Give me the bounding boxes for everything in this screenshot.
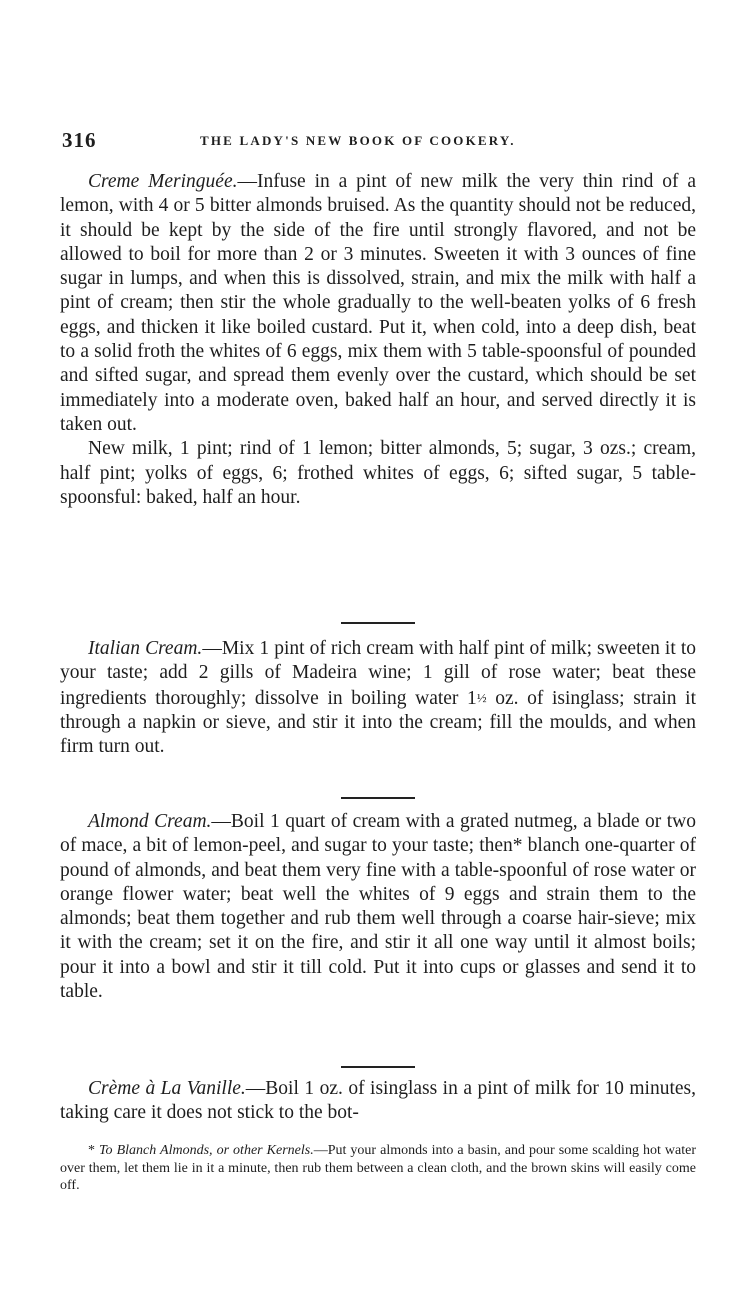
recipe-text: —Boil 1 oz. of isinglass in a pint of milk for 10 minutes, taking care it does not stick to the bot- [60, 1078, 696, 1124]
recipe-creme-meringuee [60, 170, 696, 510]
footnote-title: To Blanch Almonds, or other Kernels. [99, 1143, 314, 1158]
footnote-text: —Put your almonds into a basin, and pour some scalding hot water over them, let them lie in it a minute, then rub them between a clean cloth, and the brown skins will easily come off. [60, 1143, 697, 1193]
recipe-text: —Infuse in a pint of new milk the very thin rind of a lemon, with 4 or 5 bitter almonds bruised. As the quantity should not be reduced, it should be kept by the side of the fire until strongly flavored, and not be allowed to boil for more than 2 or 3 minutes. Sweeten it with 3 ounces of fine sugar in lumps, and when this is dissolved, strain, and mix the milk with half a pint of cream; then stir the whole gradually to the well-beaten yolks of 6 fresh eggs, and thicken it like boiled custard. Put it, when cold, into a deep dish, beat to a solid froth the whites of 6 eggs, mix them with 5 table-spoonsful of pounded and sifted sugar, and spread them evenly over the custard, which should be set immediately into a moderate oven, baked half an hour, and served directly it is taken out. [60, 171, 696, 435]
running-title: THE LADY'S NEW BOOK OF COOKERY. [200, 133, 516, 148]
recipe-text: —Mix 1 pint of rich cream with half pint of milk; sweeten it to your taste; add 2 gills of Madeira wine; 1 gill of rose water; beat these ingredients thoroughly; dissolve in boiling water 1 [60, 638, 697, 709]
recipe-text-cont: oz. of isinglass; strain it through a napkin or sieve, and stir it into the cream; fill the moulds, and when firm turn out. [60, 687, 696, 758]
recipe-title: Crème à La Vanille. [88, 1078, 246, 1099]
recipe-text: —Boil 1 quart of cream with a grated nutmeg, a blade or two of mace, a bit of lemon-peel, and sugar to your taste; then* blanch one-quarter of pound of almonds, and beat them very fine with a table-spoonful of rose water or orange flower water; beat well the whites of 9 eggs and strain them to the almonds; beat them together and rub them well through a coarse hair-sieve; mix it with the cream; set it on the fire, and stir it all one way until it almost boils; pour it into a bowl and stir it till cold. Put it into cups or glasses and send it to table. [60, 811, 696, 1003]
section-divider [341, 622, 415, 624]
footnote-body: * To Blanch Almonds, or other Kernels.—Put your almonds into a basin, and pour some scalding hot water over them, let them lie in it a minute, then rub them between a clean cloth, and the brown skins will easily come off. [60, 1143, 697, 1193]
recipe-title: Creme Meringuée. [88, 171, 238, 192]
recipe-body [60, 637, 696, 759]
recipe-creme-vanille [60, 1077, 696, 1126]
recipe-body [60, 810, 696, 1004]
page-header [60, 128, 696, 152]
fraction: ½ [476, 689, 487, 705]
page-number: 316 [62, 128, 97, 152]
recipe-almond-cream [60, 810, 696, 1004]
recipe-summary: New milk, 1 pint; rind of 1 lemon; bitter almonds, 5; sugar, 3 ozs.; cream, half pint; yolks of eggs, 6; frothed whites of eggs, 6; sifted sugar, 5 table-spoonsful: baked, half an hour. [60, 438, 696, 508]
recipe-italian-cream [60, 637, 696, 759]
recipe-title: Almond Cream. [88, 811, 212, 832]
section-divider [341, 797, 415, 799]
recipe-body [60, 1077, 696, 1126]
recipe-body [60, 170, 696, 437]
section-divider [341, 1066, 415, 1068]
footnote [60, 1142, 696, 1195]
recipe-title: Italian Cream. [88, 638, 203, 659]
